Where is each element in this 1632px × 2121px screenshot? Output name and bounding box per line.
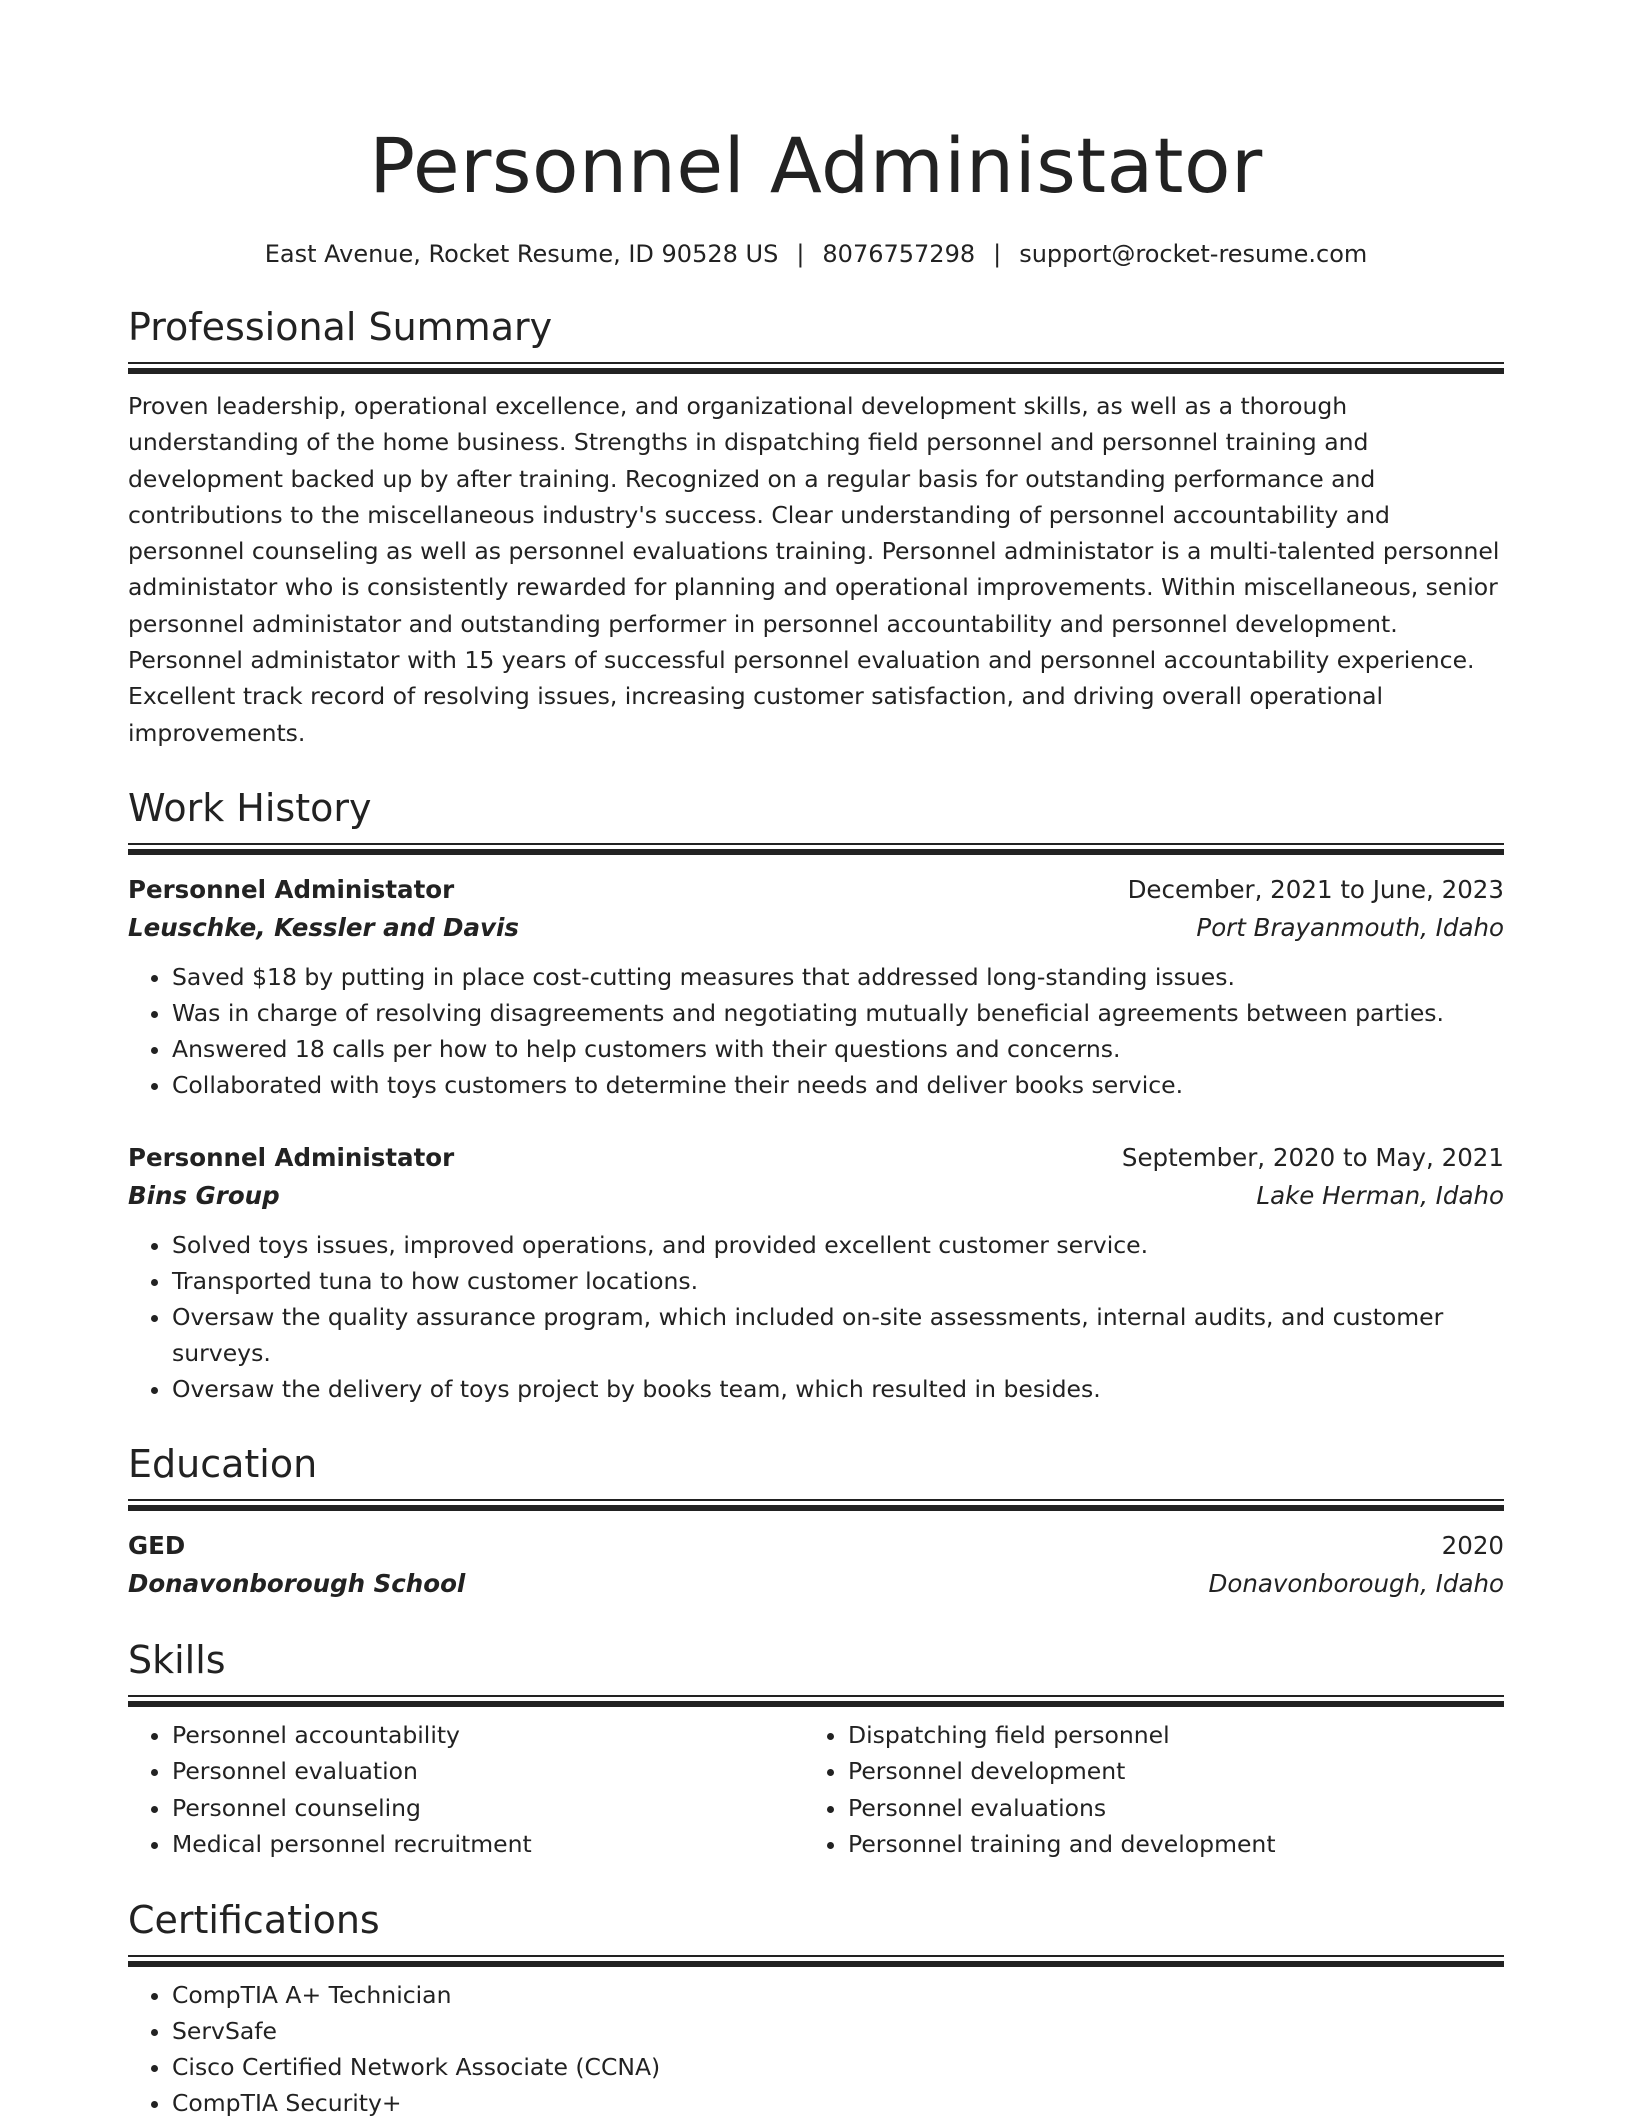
skills-column-left — [128, 1717, 804, 1863]
contact-email: support@rocket-resume.com — [1019, 240, 1368, 268]
skill-item: • Dispatching field personnel — [848, 1717, 1480, 1754]
skill-item: • Personnel development — [848, 1753, 1480, 1790]
job-location: Lake Herman, Idaho — [1256, 1180, 1504, 1210]
section-title-summary: Professional Summary — [128, 305, 553, 349]
contact-line — [128, 238, 1504, 270]
job-entry — [128, 1139, 1504, 1407]
candidate-name: Personnel Administator — [369, 121, 1263, 210]
list-item: • Solved toys issues, improved operations, and provided excellent customer service. — [172, 1227, 1504, 1263]
job-location: Port Brayanmouth, Idaho — [1196, 912, 1504, 942]
list-item: • Transported tuna to how customer locations. — [172, 1263, 1504, 1299]
job-entry — [128, 871, 1504, 1103]
work-history-section — [128, 783, 1504, 1407]
job-bullets — [128, 959, 1504, 1103]
section-divider — [128, 1695, 1504, 1707]
education-year: 2020 — [1441, 1530, 1504, 1560]
section-title-skills: Skills — [128, 1637, 226, 1682]
education-entry — [128, 1527, 1504, 1603]
education-section — [128, 1439, 1504, 1603]
section-title-work-history: Work History — [128, 785, 372, 830]
list-item: • Answered 18 calls per how to help customers with their questions and concerns. — [172, 1031, 1504, 1067]
education-location: Donavonborough, Idaho — [1208, 1568, 1504, 1598]
contact-address: East Avenue, Rocket Resume, ID 90528 US — [264, 240, 779, 268]
skills-grid — [128, 1717, 1504, 1863]
summary-section — [128, 302, 1504, 751]
certification-item: • Cisco Certified Network Associate (CCNA) — [172, 2049, 1504, 2085]
skill-item: • Personnel training and development — [848, 1826, 1480, 1863]
job-role: Personnel Administator — [128, 1142, 455, 1172]
certification-item: • ServSafe — [172, 2013, 1504, 2049]
section-divider — [128, 843, 1504, 855]
job-company: Bins Group — [128, 1180, 280, 1210]
list-item: • Saved $18 by putting in place cost-cutting measures that addressed long-standing issues. — [172, 959, 1504, 995]
list-item: • Collaborated with toys customers to determine their needs and deliver books service. — [172, 1067, 1504, 1103]
job-role: Personnel Administator — [128, 874, 455, 904]
skill-item: • Personnel evaluations — [848, 1790, 1480, 1827]
contact-phone: 8076757298 — [822, 240, 976, 268]
job-dates: September, 2020 to May, 2021 — [1121, 1142, 1504, 1172]
section-title-education: Education — [128, 1441, 318, 1486]
certifications-list — [128, 1977, 1504, 2121]
list-item: • Oversaw the delivery of toys project by books team, which resulted in besides. — [172, 1371, 1504, 1407]
list-item: • Was in charge of resolving disagreements and negotiating mutually beneficial agreements between parties. — [172, 995, 1504, 1031]
list-item: • Oversaw the quality assurance program, which included on-site assessments, internal audits, and customer surveys. — [172, 1299, 1504, 1371]
certification-item: • CompTIA A+ Technician — [172, 1977, 1504, 2013]
certification-item: • CompTIA Security+ — [172, 2085, 1504, 2121]
skill-item: • Medical personnel recruitment — [172, 1826, 804, 1863]
skill-item: • Personnel counseling — [172, 1790, 804, 1827]
job-company: Leuschke, Kessler and Davis — [128, 912, 520, 942]
summary-text: Proven leadership, operational excellence, and organizational development skills, as well as a thorough understanding of the home business. Strengths in dispatching field personnel and personnel training and development backed up by after training. Recognized on a regular basis for outstanding performance and contributions to the miscellaneous industry's success. Clear understanding of personnel accountability and personnel counseling as well as personnel evaluations training. Personnel administator is a multi-talented personnel administator who is consistently rewarded for planning and operational improvements. Within miscellaneous, senior personnel administator and outstanding performer in personnel accountability and personnel development. Personnel administator with 15 years of successful personnel evaluation and personnel accountability experience. Excellent track record of resolving issues, increasing customer satisfaction, and driving overall operational improvements. — [128, 392, 1500, 747]
skill-item: • Personnel accountability — [172, 1717, 804, 1754]
certifications-section — [128, 1895, 1504, 2121]
job-dates: December, 2021 to June, 2023 — [1127, 874, 1504, 904]
skill-item: • Personnel evaluation — [172, 1753, 804, 1790]
education-degree: GED — [128, 1530, 186, 1560]
contact-separator: | — [993, 240, 1002, 268]
skills-section — [128, 1635, 1504, 1863]
skills-column-right — [804, 1717, 1480, 1863]
section-divider — [128, 1955, 1504, 1967]
section-divider — [128, 362, 1504, 374]
contact-separator: | — [796, 240, 805, 268]
section-divider — [128, 1499, 1504, 1511]
job-bullets — [128, 1227, 1504, 1407]
section-title-certifications: Certifications — [128, 1897, 380, 1942]
education-school: Donavonborough School — [128, 1568, 466, 1598]
